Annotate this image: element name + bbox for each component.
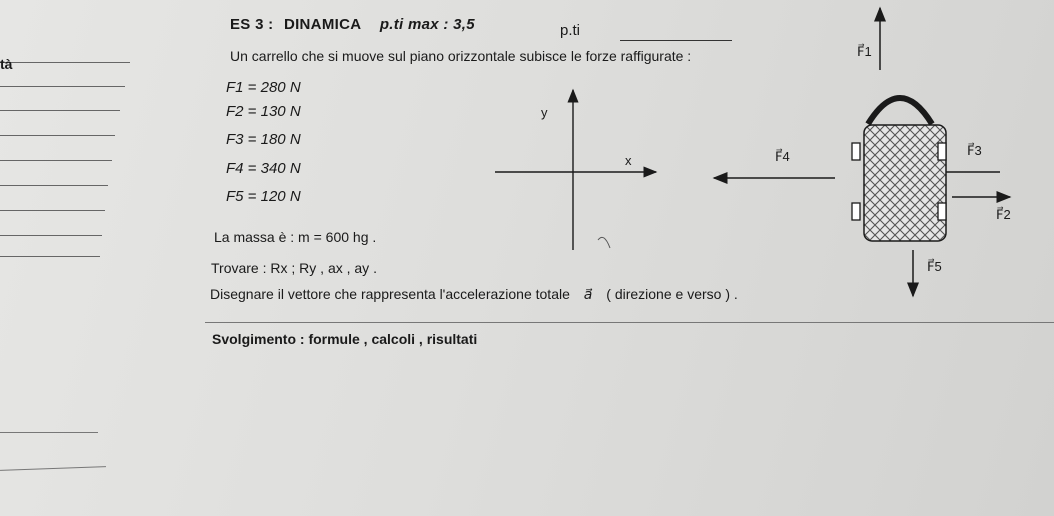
exercise-number: ES 3 :: [230, 16, 274, 33]
f1-label: F⃗1: [857, 44, 872, 59]
force-name: F5: [226, 188, 244, 205]
force-value: 120 N: [260, 188, 301, 205]
pencil-mark: [598, 237, 610, 248]
force-f1: F1 = 280 N: [226, 79, 301, 96]
f2-label: F⃗2: [996, 207, 1011, 222]
force-value: 180 N: [260, 131, 301, 148]
force-name: F1: [226, 79, 244, 96]
wheel-bottom-left: [852, 203, 860, 220]
force-value: 130 N: [260, 103, 301, 120]
acceleration-vector-symbol: a⃗: [583, 286, 593, 302]
wheel-top-left: [852, 143, 860, 160]
solution-heading: Svolgimento : formule , calcoli , risultati: [212, 331, 478, 347]
f3-label: F⃗3: [967, 143, 982, 158]
force-f3: F3 = 180 N: [226, 131, 301, 148]
force-f4: F4 = 340 N: [226, 160, 301, 177]
f4-label: F⃗4: [775, 149, 790, 164]
force-f5: F5 = 120 N: [226, 188, 301, 205]
find-text: Trovare : Rx ; Ry , ax , ay .: [211, 260, 377, 276]
wheel-top-right: [938, 143, 946, 160]
draw-instruction-tail: ( direzione e verso ) .: [606, 286, 738, 302]
mass-text: La massa è : m = 600 hg .: [214, 229, 377, 245]
margin-fragment: tà: [0, 56, 13, 72]
force-f2: F2 = 130 N: [226, 103, 301, 120]
wheel-bottom-right: [938, 203, 946, 220]
points-label: p.ti: [560, 22, 581, 39]
force-value: 340 N: [260, 160, 301, 177]
exercise-topic: DINAMICA: [283, 16, 362, 33]
cart-handle: [868, 98, 932, 124]
max-points: p.ti max : 3,5: [379, 16, 475, 33]
force-name: F4: [226, 160, 244, 177]
force-name: F3: [226, 131, 244, 148]
y-axis-label: y: [541, 105, 548, 120]
cart-body: [864, 125, 946, 241]
x-axis-label: x: [625, 153, 632, 168]
draw-instruction-text: Disegnare il vettore che rappresenta l'accelerazione totale: [210, 286, 570, 302]
force-name: F2: [226, 103, 244, 120]
intro-text: Un carrello che si muove sul piano orizzontale subisce le forze raffigurate :: [230, 48, 692, 64]
force-value: 280 N: [260, 79, 301, 96]
f5-label: F⃗5: [927, 259, 942, 274]
